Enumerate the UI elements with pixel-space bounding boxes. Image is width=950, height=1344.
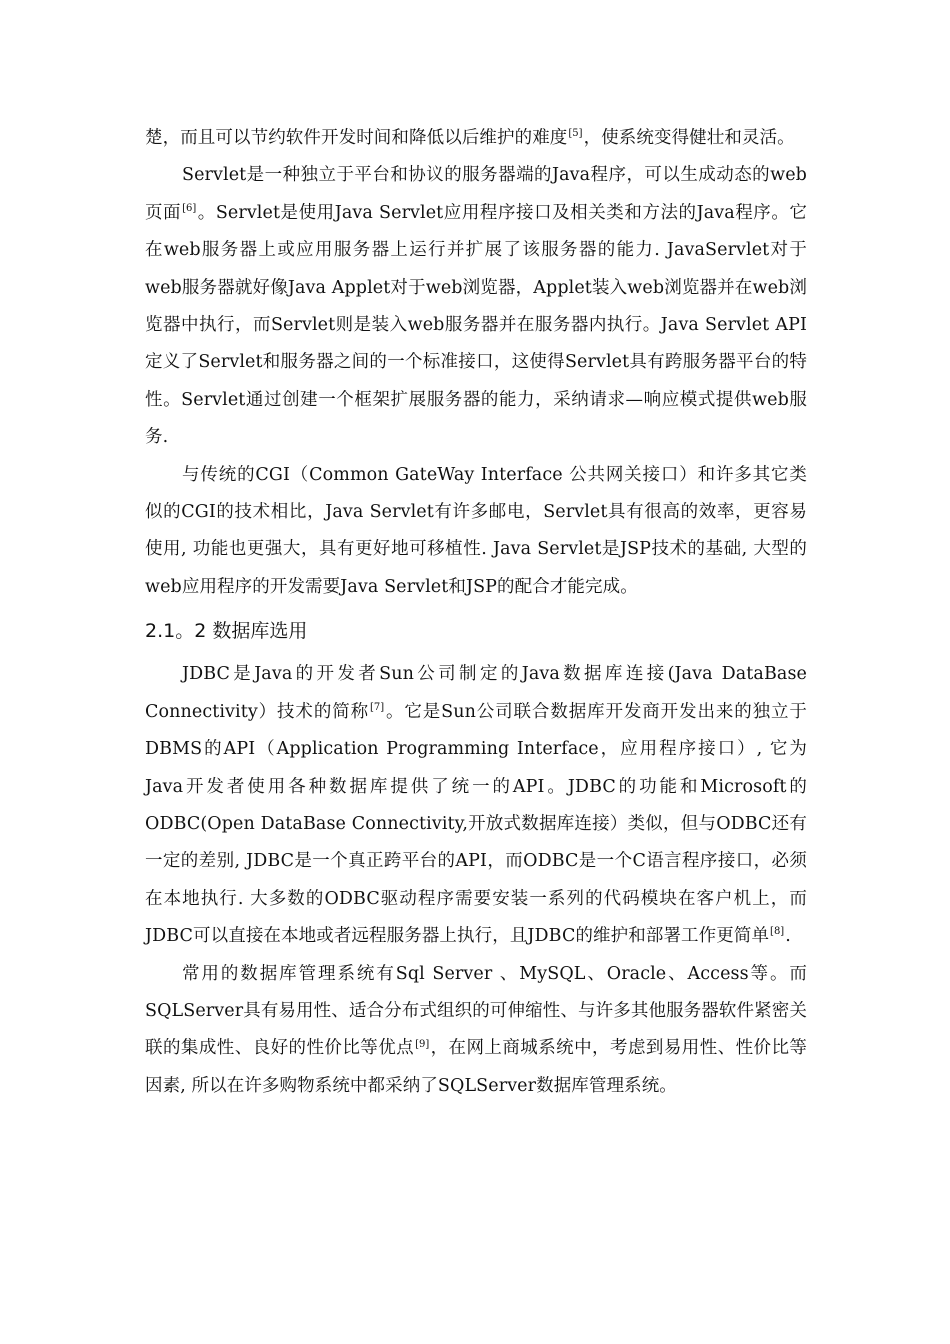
paragraph-text: 常用的数据库管理系统有Sql Server 、MySQL、Oracle、Access等。而SQLServer具有易用性、适合分布式组织的可伸缩性、与许多其他服务器软件紧密关联的集成性、良好的性价比等优点 [145, 963, 807, 1059]
paragraph-text: 楚，而且可以节约软件开发时间和降低以后维护的难度 [145, 128, 568, 148]
paragraph-text: 与传统的CGI（Common GateWay Interface 公共网关接口）和许多其它类似的CGI的技术相比，Java Servlet有许多邮电，Servlet具有很高的效率，更容易使用, 功能也更强大，具有更好地可移植性. Java Servlet是JSP技术的基础, 大型的web应用程序的开发需要Java Servlet和JSP的配合才能完成。 [145, 464, 807, 597]
citation-ref: [6] [182, 202, 197, 214]
paragraph-text: JDBC是Java的开发者Sun公司制定的Java数据库连接(Java DataBase Connectivity）技术的简称 [145, 664, 807, 722]
paragraph-jdbc [145, 656, 807, 955]
paragraph-text: ，在网上商城系统中，考虑到易用性、性价比等因素, 所以在许多购物系统中都采纳了SQLServer数据库管理系统。 [145, 1038, 807, 1096]
paragraph-cgi-comparison [145, 457, 807, 607]
paragraph-text: Servlet是一种独立于平台和协议的服务器端的Java程序，可以生成动态的web页面 [145, 165, 807, 223]
section-heading: 2.1。2 数据库选用 [145, 620, 308, 643]
paragraph-dbms-choice [145, 956, 807, 1106]
paragraph-text: 。Servlet是使用Java Servlet应用程序接口及相关类和方法的Java程序。它在web服务器上或应用服务器上运行并扩展了该服务器的能力. JavaServlet对于web服务器就好像Java Applet对于web浏览器，Applet装入web浏览器并在web浏览器中执行，而Servlet则是装入web服务器并在服务器内执行。Java Servlet API定义了Servlet和服务器之间的一个标准接口，这使得Servlet具有跨服务器平台的特性。Servlet通过创建一个框架扩展服务器的能力，采纳请求—响应模式提供web服务. [145, 202, 808, 448]
citation-ref: [5] [568, 128, 583, 140]
citation-ref: [9] [415, 1038, 430, 1050]
paragraph-text: ，使系统变得健壮和灵活。 [583, 128, 795, 148]
document-body [145, 120, 807, 1105]
paragraph-continuation [145, 120, 807, 157]
paragraph-servlet [145, 157, 807, 456]
paragraph-text: 。它是Sun公司联合数据库开发商开发出来的独立于DBMS的API（Application Programming Interface，应用程序接口）, 它为Java开发者使用各种数据库提供了统一的API。JDBC的功能和Microsoft的ODBC(Open DataBase Connectivity,开放式数据库连接）类似，但与ODBC还有一定的差别, JDBC是一个真正跨平台的API，而ODBC是一个C语言程序接口，必须在本地执行. 大多数的ODBC驱动程序需要安装一系列的代码模块在客户机上，而JDBC可以直接在本地或者远程服务器上执行，且JDBC的维护和部署工作更简单 [145, 701, 807, 947]
citation-ref: [7] [370, 701, 385, 713]
paragraph-text: . [785, 926, 791, 947]
citation-ref: [8] [770, 926, 785, 938]
